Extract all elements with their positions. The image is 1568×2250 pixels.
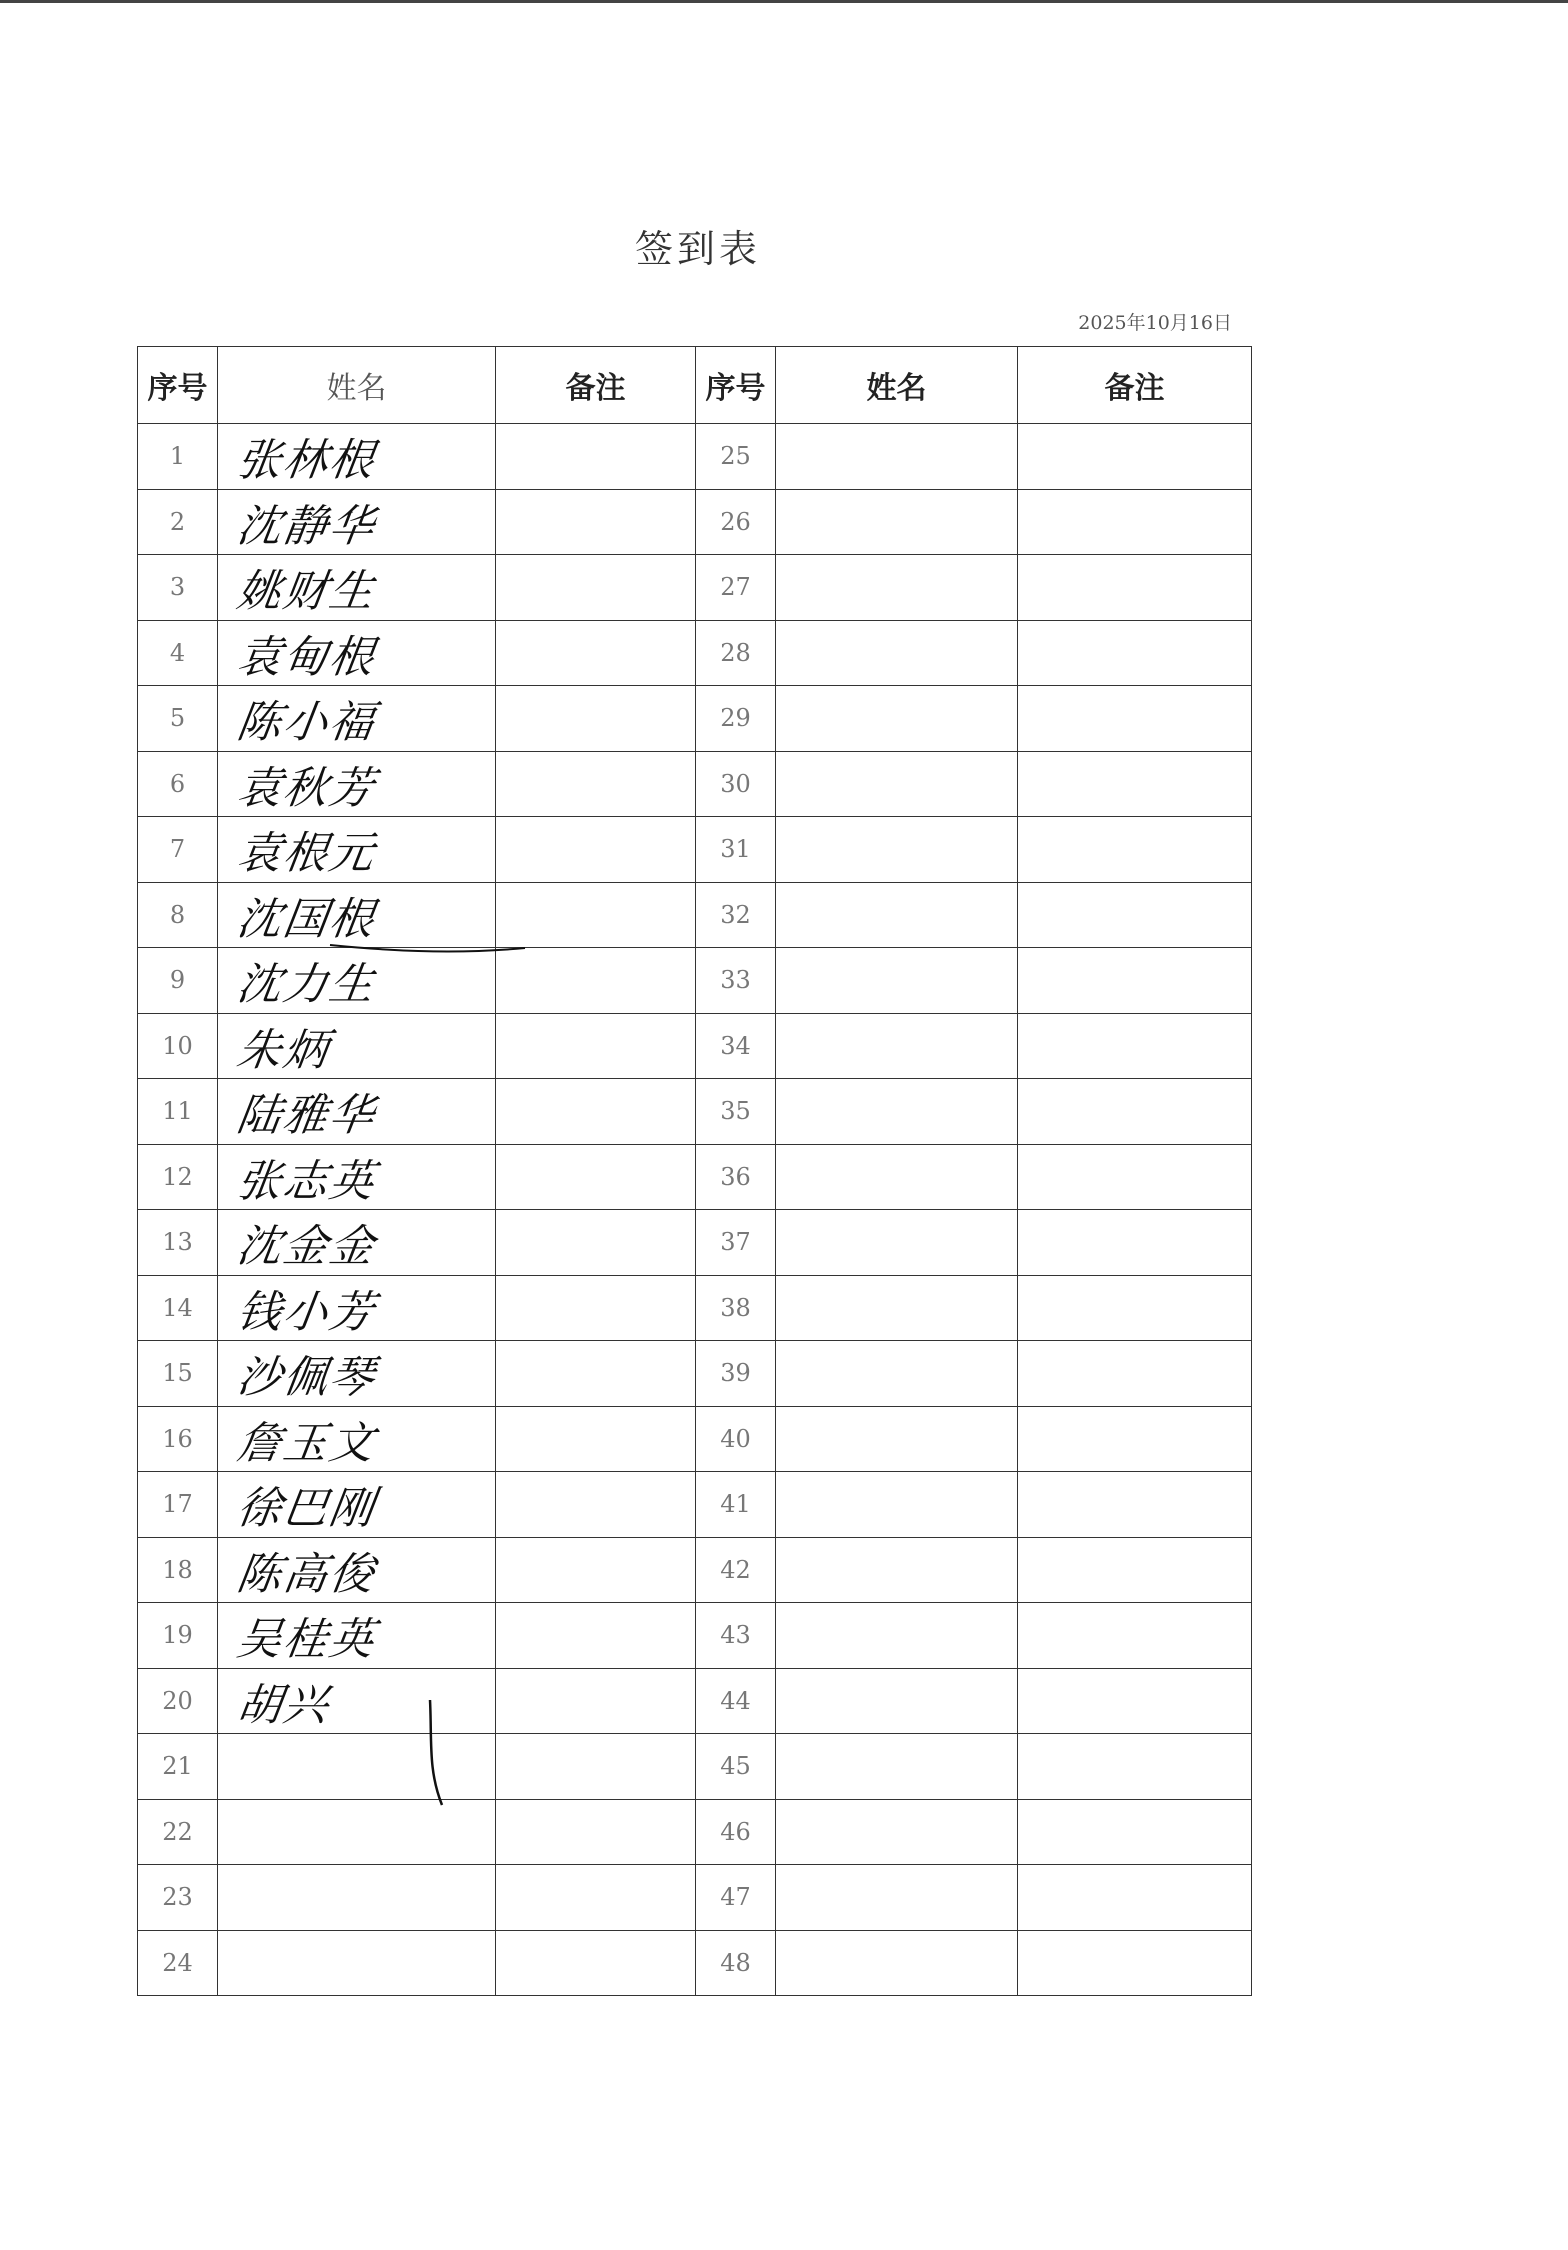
note-cell [1018, 1668, 1252, 1734]
table-row [138, 1341, 1252, 1407]
note-cell [1018, 1079, 1252, 1145]
table-row [138, 1472, 1252, 1538]
note-cell [1018, 1210, 1252, 1276]
name-cell [776, 489, 1018, 555]
note-cell [1018, 1406, 1252, 1472]
name-cell [218, 1472, 496, 1538]
name-cell [776, 1537, 1018, 1603]
name-cell [218, 489, 496, 555]
name-cell [776, 1144, 1018, 1210]
seq-cell: 37 [696, 1210, 776, 1276]
note-cell [496, 948, 696, 1014]
seq-cell: 16 [138, 1406, 218, 1472]
name-cell [218, 620, 496, 686]
note-cell [496, 751, 696, 817]
note-cell [1018, 1144, 1252, 1210]
page-title: 签到表 [634, 227, 761, 271]
note-cell [496, 1144, 696, 1210]
note-cell [496, 620, 696, 686]
header-name-left: 姓名 [218, 347, 496, 424]
scan-top-edge [0, 0, 1568, 3]
seq-cell: 12 [138, 1144, 218, 1210]
seq-cell: 13 [138, 1210, 218, 1276]
seq-cell: 2 [138, 489, 218, 555]
note-cell [496, 1210, 696, 1276]
seq-cell: 6 [138, 751, 218, 817]
handwritten-signature: 陈小福 [233, 697, 379, 749]
table-header-row [138, 347, 1252, 424]
header-note-left: 备注 [496, 347, 696, 424]
seq-cell: 40 [696, 1406, 776, 1472]
seq-cell: 1 [138, 424, 218, 490]
seq-cell: 24 [138, 1930, 218, 1996]
handwritten-signature: 胡兴 [233, 1679, 333, 1731]
seq-cell: 25 [696, 424, 776, 490]
seq-cell: 31 [696, 817, 776, 883]
seq-cell: 7 [138, 817, 218, 883]
header-seq-left: 序号 [138, 347, 218, 424]
seq-cell: 41 [696, 1472, 776, 1538]
seq-cell: 48 [696, 1930, 776, 1996]
name-cell [218, 1079, 496, 1145]
header-note-right: 备注 [1018, 347, 1252, 424]
handwritten-signature: 陈高俊 [233, 1548, 379, 1600]
seq-cell: 43 [696, 1603, 776, 1669]
handwritten-signature: 沈力生 [233, 959, 379, 1011]
seq-cell: 32 [696, 882, 776, 948]
name-cell [218, 1406, 496, 1472]
table-row [138, 686, 1252, 752]
table-row [138, 1079, 1252, 1145]
name-cell [776, 1210, 1018, 1276]
name-cell [218, 817, 496, 883]
note-cell [1018, 555, 1252, 621]
seq-cell: 39 [696, 1341, 776, 1407]
name-cell [776, 1275, 1018, 1341]
note-cell [496, 1865, 696, 1931]
name-cell [218, 555, 496, 621]
header-name-right: 姓名 [776, 347, 1018, 424]
name-cell [218, 1275, 496, 1341]
note-cell [1018, 948, 1252, 1014]
note-cell [496, 555, 696, 621]
name-cell [218, 424, 496, 490]
note-cell [1018, 686, 1252, 752]
table-row [138, 1144, 1252, 1210]
seq-cell: 33 [696, 948, 776, 1014]
seq-cell: 46 [696, 1799, 776, 1865]
name-cell [776, 1668, 1018, 1734]
note-cell [496, 489, 696, 555]
handwritten-signature: 陆雅华 [233, 1090, 379, 1142]
table-row [138, 1930, 1252, 1996]
name-cell [218, 751, 496, 817]
note-cell [496, 882, 696, 948]
seq-cell: 9 [138, 948, 218, 1014]
name-cell [218, 1537, 496, 1603]
table-body [138, 424, 1252, 1996]
note-cell [496, 1603, 696, 1669]
name-cell [218, 882, 496, 948]
note-cell [1018, 1537, 1252, 1603]
note-cell [496, 686, 696, 752]
handwritten-signature: 袁秋芳 [233, 762, 379, 814]
name-cell [776, 948, 1018, 1014]
seq-cell: 14 [138, 1275, 218, 1341]
name-cell [218, 686, 496, 752]
note-cell [496, 1013, 696, 1079]
handwritten-signature: 朱炳 [233, 1024, 333, 1076]
seq-cell: 22 [138, 1799, 218, 1865]
name-cell [776, 424, 1018, 490]
name-cell [218, 1603, 496, 1669]
table-row [138, 1734, 1252, 1800]
seq-cell: 45 [696, 1734, 776, 1800]
name-cell [776, 1734, 1018, 1800]
seq-cell: 47 [696, 1865, 776, 1931]
note-cell [1018, 882, 1252, 948]
name-cell [776, 1079, 1018, 1145]
seq-cell: 35 [696, 1079, 776, 1145]
note-cell [496, 1734, 696, 1800]
name-cell [776, 1013, 1018, 1079]
note-cell [1018, 1472, 1252, 1538]
name-cell [218, 1865, 496, 1931]
note-cell [1018, 489, 1252, 555]
handwritten-signature: 姚财生 [233, 566, 379, 618]
seq-cell: 18 [138, 1537, 218, 1603]
handwritten-signature: 徐巴刚 [233, 1483, 379, 1535]
seq-cell: 11 [138, 1079, 218, 1145]
seq-cell: 8 [138, 882, 218, 948]
note-cell [1018, 1734, 1252, 1800]
note-cell [496, 424, 696, 490]
table-row [138, 1210, 1252, 1276]
table-row [138, 1668, 1252, 1734]
seq-cell: 21 [138, 1734, 218, 1800]
table-row [138, 1275, 1252, 1341]
note-cell [1018, 1865, 1252, 1931]
name-cell [218, 1668, 496, 1734]
name-cell [218, 948, 496, 1014]
name-cell [218, 1734, 496, 1800]
name-cell [776, 882, 1018, 948]
handwritten-signature: 袁甸根 [233, 631, 379, 683]
table-row [138, 1603, 1252, 1669]
handwritten-signature: 沙佩琴 [233, 1352, 379, 1404]
seq-cell: 19 [138, 1603, 218, 1669]
table-row [138, 948, 1252, 1014]
seq-cell: 36 [696, 1144, 776, 1210]
name-cell [776, 1865, 1018, 1931]
name-cell [218, 1799, 496, 1865]
table-row [138, 1406, 1252, 1472]
seq-cell: 10 [138, 1013, 218, 1079]
seq-cell: 5 [138, 686, 218, 752]
note-cell [1018, 1799, 1252, 1865]
table-row [138, 620, 1252, 686]
note-cell [1018, 1930, 1252, 1996]
handwritten-signature: 钱小芳 [233, 1286, 379, 1338]
seq-cell: 28 [696, 620, 776, 686]
table-row [138, 1799, 1252, 1865]
note-cell [1018, 751, 1252, 817]
seq-cell: 38 [696, 1275, 776, 1341]
seq-cell: 3 [138, 555, 218, 621]
name-cell [218, 1341, 496, 1407]
handwritten-signature: 詹玉文 [233, 1417, 379, 1469]
note-cell [496, 1799, 696, 1865]
note-cell [496, 1668, 696, 1734]
handwritten-signature: 沈静华 [233, 500, 379, 552]
note-cell [1018, 620, 1252, 686]
note-cell [496, 1472, 696, 1538]
seq-cell: 4 [138, 620, 218, 686]
name-cell [776, 1341, 1018, 1407]
name-cell [218, 1930, 496, 1996]
table-row [138, 424, 1252, 490]
note-cell [496, 817, 696, 883]
seq-cell: 17 [138, 1472, 218, 1538]
note-cell [496, 1930, 696, 1996]
table-row [138, 489, 1252, 555]
seq-cell: 20 [138, 1668, 218, 1734]
seq-cell: 44 [696, 1668, 776, 1734]
seq-cell: 29 [696, 686, 776, 752]
note-cell [1018, 424, 1252, 490]
note-cell [1018, 817, 1252, 883]
note-cell [496, 1537, 696, 1603]
seq-cell: 34 [696, 1013, 776, 1079]
note-cell [1018, 1341, 1252, 1407]
name-cell [776, 817, 1018, 883]
seq-cell: 15 [138, 1341, 218, 1407]
name-cell [776, 620, 1018, 686]
table-row [138, 1865, 1252, 1931]
name-cell [218, 1144, 496, 1210]
sign-in-date: 2025年10月16日 [1078, 312, 1232, 334]
handwritten-signature: 袁根元 [233, 828, 379, 880]
seq-cell: 30 [696, 751, 776, 817]
name-cell [218, 1210, 496, 1276]
seq-cell: 23 [138, 1865, 218, 1931]
name-cell [776, 1930, 1018, 1996]
table-row [138, 751, 1252, 817]
handwritten-signature: 张林根 [233, 435, 379, 487]
handwritten-signature: 沈国根 [233, 893, 379, 945]
sign-in-table [137, 346, 1252, 1996]
table-row [138, 817, 1252, 883]
name-cell [776, 751, 1018, 817]
name-cell [218, 1013, 496, 1079]
note-cell [496, 1341, 696, 1407]
name-cell [776, 555, 1018, 621]
note-cell [496, 1406, 696, 1472]
seq-cell: 42 [696, 1537, 776, 1603]
handwritten-signature: 吴桂英 [233, 1614, 379, 1666]
note-cell [496, 1079, 696, 1145]
seq-cell: 26 [696, 489, 776, 555]
note-cell [1018, 1013, 1252, 1079]
note-cell [1018, 1603, 1252, 1669]
name-cell [776, 1603, 1018, 1669]
note-cell [496, 1275, 696, 1341]
table-row [138, 1013, 1252, 1079]
handwritten-signature: 沈金金 [233, 1221, 379, 1273]
name-cell [776, 1472, 1018, 1538]
table-row [138, 1537, 1252, 1603]
handwritten-signature: 张志英 [233, 1155, 379, 1207]
name-cell [776, 686, 1018, 752]
seq-cell: 27 [696, 555, 776, 621]
note-cell [1018, 1275, 1252, 1341]
table-row [138, 882, 1252, 948]
name-cell [776, 1799, 1018, 1865]
header-seq-right: 序号 [696, 347, 776, 424]
name-cell [776, 1406, 1018, 1472]
table-row [138, 555, 1252, 621]
